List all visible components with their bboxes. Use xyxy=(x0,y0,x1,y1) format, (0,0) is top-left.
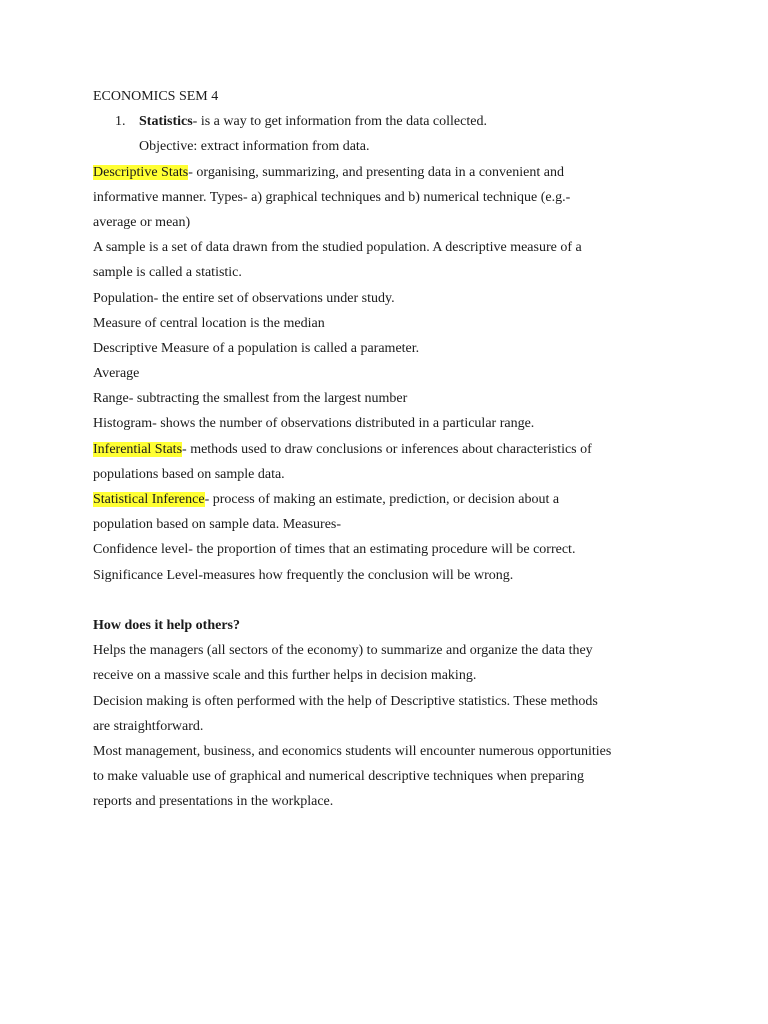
definition-statistics: - is a way to get information from the data collected. xyxy=(192,114,487,130)
students-line-2: to make valuable use of graphical and numerical descriptive techniques when preparing xyxy=(93,769,584,785)
blank-line xyxy=(93,588,683,613)
descriptive-stats-def: - organising, summarizing, and presenting data in a convenient and xyxy=(188,164,564,180)
document-title: ECONOMICS SEM 4 xyxy=(93,89,219,104)
decision-line-2: are straightforward. xyxy=(93,718,204,734)
help-heading xyxy=(93,613,683,638)
students-line-3: reports and presentations in the workplace. xyxy=(93,794,334,810)
students-line-1: Most management, business, and economics students will encounter numerous opportunities xyxy=(93,743,612,759)
central-location-line: Measure of central location is the median xyxy=(93,315,325,331)
decision-line-1: Decision making is often performed with the help of Descriptive statistics. These methods xyxy=(93,693,598,709)
population-line: Population- the entire set of observations under study. xyxy=(93,290,395,306)
sample-line-2: sample is called a statistic. xyxy=(93,265,242,281)
descriptive-stats-line-1 xyxy=(93,160,683,185)
statistical-inference-def: - process of making an estimate, prediction, or decision about a xyxy=(204,492,560,507)
parameter-line: Descriptive Measure of a population is called a parameter. xyxy=(93,340,420,356)
inferential-stats-line-1 xyxy=(93,437,683,462)
sample-line-1: A sample is a set of data drawn from the studied population. A descriptive measure of a xyxy=(93,240,582,256)
confidence-level-line: Confidence level- the proportion of times that an estimating procedure will be correct. xyxy=(93,542,576,558)
highlight-inferential-stats: Inferential Stats xyxy=(93,441,183,457)
average-line: Average xyxy=(93,366,140,382)
help-line-2: receive on a massive scale and this further helps in decision making. xyxy=(93,668,477,684)
document-body xyxy=(93,84,683,814)
highlight-statistical-inference: Statistical Inference xyxy=(93,492,205,507)
help-line-1: Helps the managers (all sectors of the economy) to summarize and organize the data they xyxy=(93,643,593,659)
statistical-inference-line-2: population based on sample data. Measures- xyxy=(93,517,342,533)
descriptive-stats-line-2: informative manner. Types- a) graphical techniques and b) numerical technique (e.g.- xyxy=(93,189,571,205)
descriptive-stats-line-3: average or mean) xyxy=(93,214,191,230)
list-item-statistics xyxy=(93,109,683,134)
significance-level-line: Significance Level-measures how frequently the conclusion will be wrong. xyxy=(93,567,514,583)
term-statistics: Statistics xyxy=(139,114,193,130)
objective-line: Objective: extract information from data. xyxy=(139,139,370,155)
range-line: Range- subtracting the smallest from the largest number xyxy=(93,391,408,407)
help-heading-text: How does it help others? xyxy=(93,617,240,633)
list-number: 1. xyxy=(115,114,126,130)
statistical-inference-line-1 xyxy=(93,487,683,512)
histogram-line: Histogram- shows the number of observations distributed in a particular range. xyxy=(93,416,535,432)
highlight-descriptive-stats: Descriptive Stats xyxy=(93,164,189,180)
inferential-stats-line-2: populations based on sample data. xyxy=(93,466,285,482)
inferential-stats-def: - methods used to draw conclusions or inferences about characteristics of xyxy=(182,441,592,457)
